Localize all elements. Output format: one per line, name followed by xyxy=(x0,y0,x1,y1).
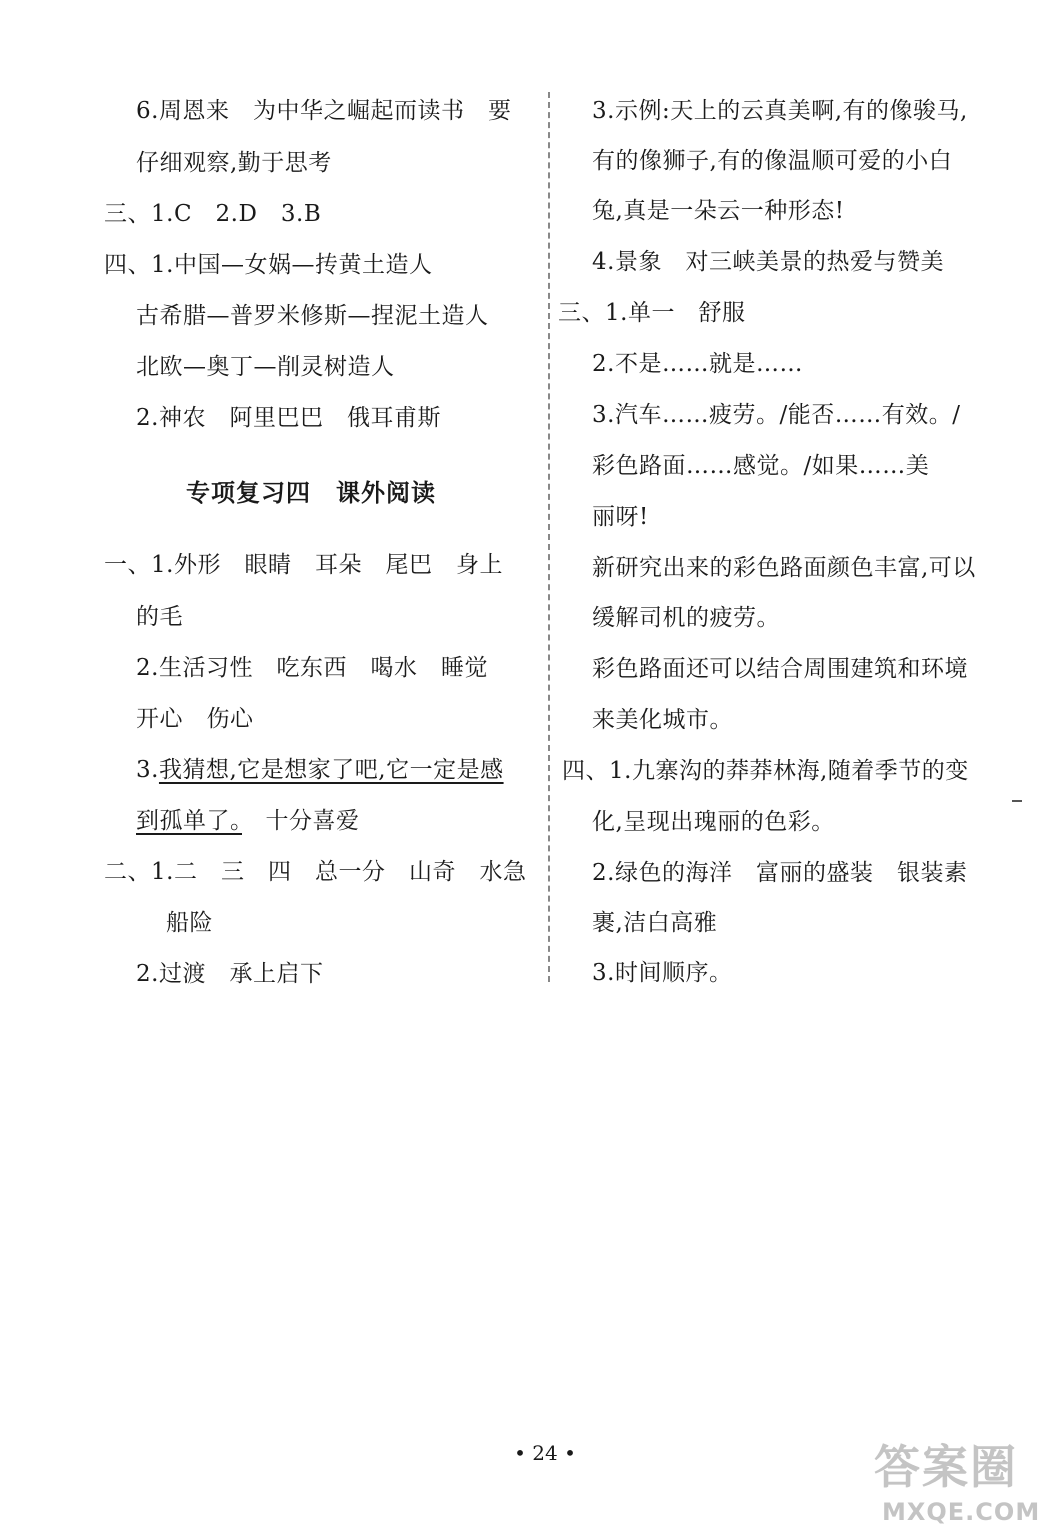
answer-line: 来美化城市。 xyxy=(592,707,733,733)
answer-text: 十分喜爱 xyxy=(242,808,360,834)
watermark-logo xyxy=(862,1442,1042,1532)
answer-line: 6.周恩来 为中华之崛起而读书 要 xyxy=(136,98,512,124)
answer-line: 3.汽车……疲劳。/能否……有效。/ xyxy=(592,402,961,428)
answer-line xyxy=(136,806,360,836)
answer-line: 彩色路面还可以结合周围建筑和环境 xyxy=(592,656,968,682)
answer-line xyxy=(136,755,504,785)
answer-line: 四、1.九寨沟的莽莽林海,随着季节的变 xyxy=(562,758,969,784)
answer-line: 开心 伤心 xyxy=(136,706,254,732)
underlined-answer: 到孤单了。 xyxy=(136,808,242,834)
margin-mark xyxy=(1012,800,1022,802)
section-heading: 专项复习四 课外阅读 xyxy=(186,479,436,507)
answer-line: 丽呀! xyxy=(592,504,649,530)
answer-line: 4.景象 对三峡美景的热爱与赞美 xyxy=(592,249,944,275)
answer-line: 有的像狮子,有的像温顺可爱的小白 xyxy=(592,148,953,174)
answer-line: 3.示例:天上的云真美啊,有的像骏马, xyxy=(592,98,968,124)
answer-line: 北欧—奥丁—削灵树造人 xyxy=(136,354,395,380)
answer-line: 3.时间顺序。 xyxy=(592,960,733,986)
answer-line: 2.神农 阿里巴巴 俄耳甫斯 xyxy=(136,405,441,431)
answer-line: 的毛 xyxy=(136,604,183,630)
answer-line: 化,呈现出瑰丽的色彩。 xyxy=(592,809,835,835)
answer-line: 三、1.C 2.D 3.B xyxy=(104,201,322,227)
answer-line: 彩色路面……感觉。/如果……美 xyxy=(592,453,930,479)
answer-line: 二、1.二 三 四 总一分 山奇 水急 xyxy=(104,859,527,885)
answer-line: 2.绿色的海洋 富丽的盛装 银装素 xyxy=(592,860,968,886)
answer-line: 新研究出来的彩色路面颜色丰富,可以 xyxy=(592,555,976,581)
answer-line: 2.生活习性 吃东西 喝水 睡觉 xyxy=(136,655,488,681)
underlined-answer: 我猜想,它是想家了吧,它一定是感 xyxy=(158,757,504,783)
watermark-url: MXQE.COM xyxy=(882,1498,1041,1526)
page-number: • 24 • xyxy=(514,1441,576,1465)
answer-line: 一、1.外形 眼睛 耳朵 尾巴 身上 xyxy=(104,552,503,578)
answer-line: 裹,洁白高雅 xyxy=(592,910,718,936)
answer-line: 古希腊—普罗米修斯—捏泥土造人 xyxy=(136,303,489,329)
column-divider xyxy=(548,92,550,982)
answer-prefix: 3. xyxy=(136,757,159,783)
answer-line: 缓解司机的疲劳。 xyxy=(592,605,780,631)
watermark-title: 答案圈 xyxy=(874,1440,1018,1494)
answer-line: 四、1.中国—女娲—抟黄土造人 xyxy=(104,252,433,278)
answer-line: 仔细观察,勤于思考 xyxy=(136,150,332,176)
answer-line: 三、1.单一 舒服 xyxy=(558,300,746,326)
answer-line: 2.过渡 承上启下 xyxy=(136,961,324,987)
answer-line: 2.不是……就是…… xyxy=(592,351,803,377)
answer-line: 船险 xyxy=(166,910,213,936)
answer-line: 兔,真是一朵云一种形态! xyxy=(592,198,845,224)
